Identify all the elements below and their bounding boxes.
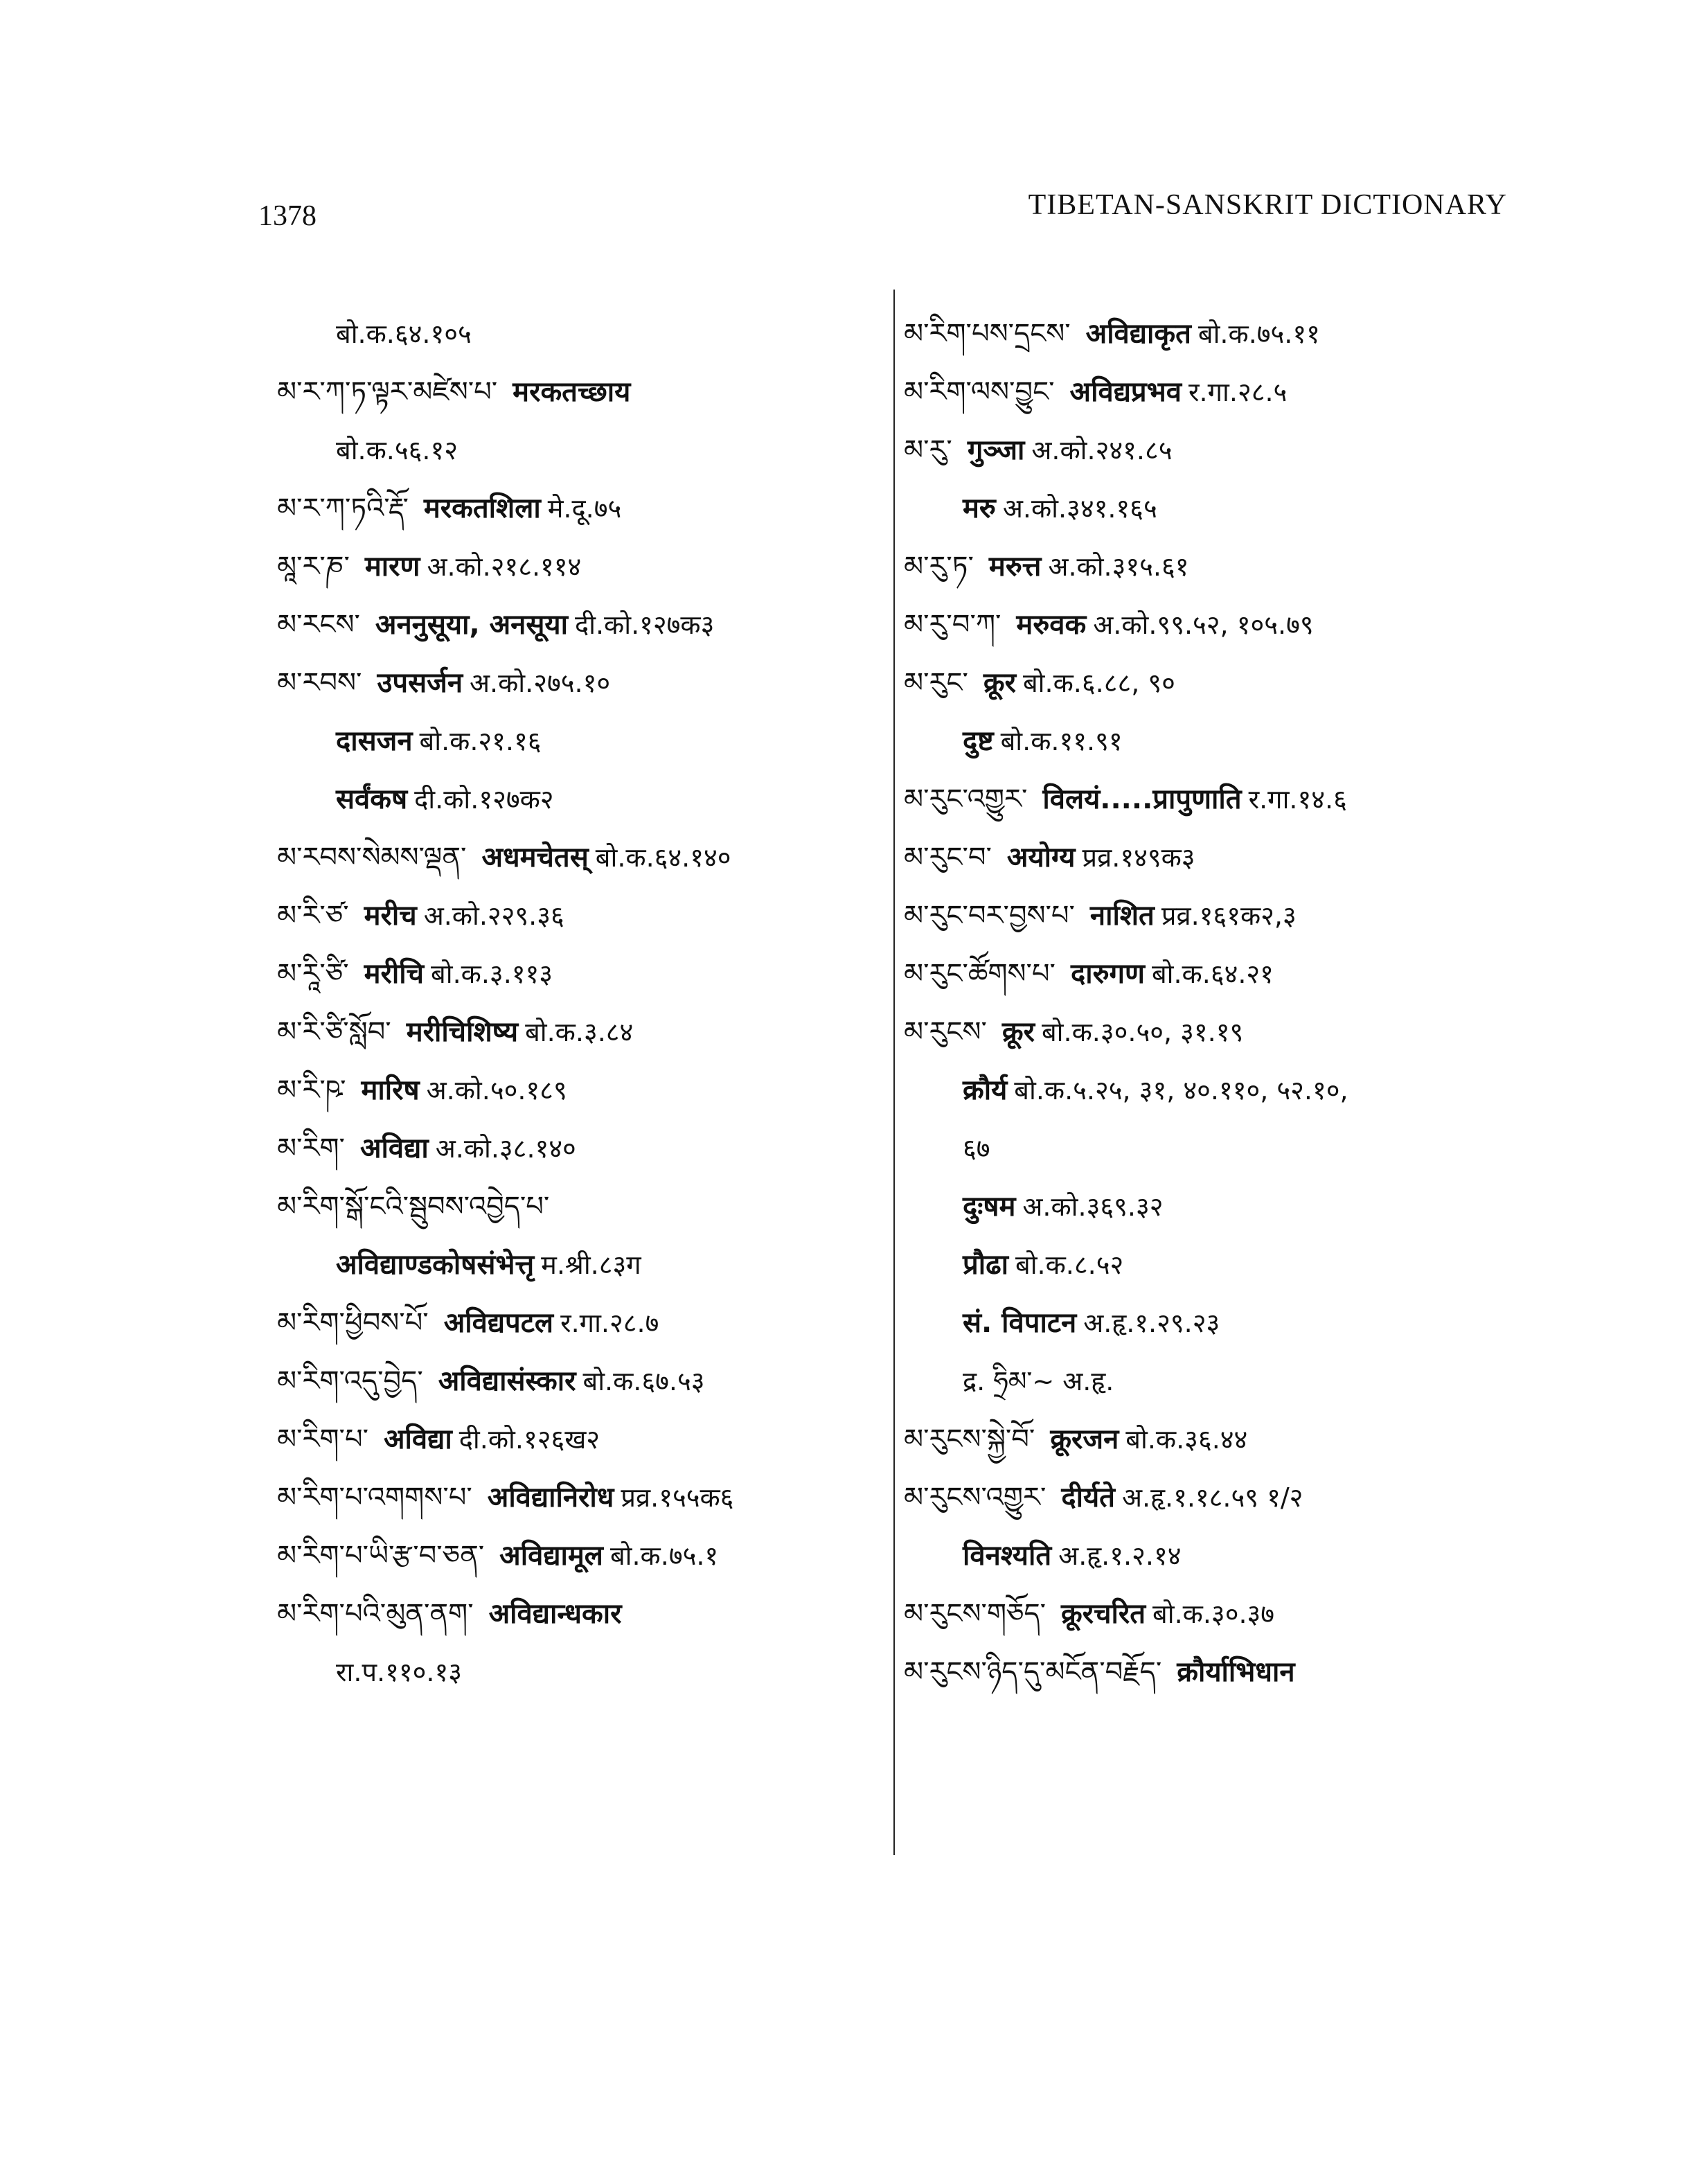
sanskrit-equivalent: क्रूर [1001,1016,1035,1048]
tibetan-headword: མ་ར་ཀ་ཏའི་རྡོ་ [277,492,409,524]
source-reference: द्र. ཧྲིམ་~ अ.हृ. [963,1366,1114,1396]
dictionary-entry [904,1585,1527,1643]
tibetan-headword: མ་རི་ཥ་ [277,1074,346,1106]
source-reference: अ.को.२७५.१० [470,668,611,698]
tibetan-headword: མ་རུངས་གཅོད་ [904,1598,1047,1630]
sanskrit-equivalent: दारुगण [1070,958,1145,990]
tibetan-headword: མ་རུ་ [904,434,952,466]
dictionary-entry [904,654,1527,712]
dictionary-entry [277,538,880,596]
tibetan-headword: མ་རིག་འདུ་བྱེད་ [277,1365,423,1397]
source-reference: बो.क.११.९१ [1000,726,1123,756]
entry-continuation [277,421,880,479]
tibetan-headword: མ་རུང་བར་བྱས་པ་ [904,900,1075,932]
tibetan-headword: མ་རབས་སེམས་ལྡན་ [277,842,467,873]
dictionary-entry [904,1003,1527,1061]
dictionary-entry [904,596,1527,654]
source-reference: र.गा.२८.७ [560,1308,659,1338]
source-reference: अ.को.५०.१८९ [426,1075,567,1106]
tibetan-headword: མ་རུ་ཏ་ [904,551,974,583]
sanskrit-equivalent: प्रौढा [963,1249,1008,1281]
tibetan-headword: མ་རུང་བ་ [904,842,992,873]
source-reference: र.गा.१४.६ [1248,784,1347,815]
tibetan-headword: མ་རིག་ལས་བྱུང་ [904,376,1055,408]
sanskrit-equivalent: अविद्यान्धकार [488,1598,622,1630]
sanskrit-equivalent: दुष्ट [963,725,994,757]
dictionary-entry [277,887,880,945]
dictionary-entry [277,828,880,887]
sanskrit-equivalent: मरकतच्छाय [513,376,631,408]
dictionary-entry [277,1061,880,1119]
tibetan-headword: མ་རི་ཙ་ [277,900,349,932]
dictionary-entry [904,887,1527,945]
tibetan-headword: མཱ་ར་ཎ་ [277,551,350,583]
sanskrit-equivalent: अयोग्य [1006,842,1076,873]
dictionary-entry [904,1643,1527,1701]
entry-continuation [904,1061,1527,1119]
dictionary-entry [277,1468,880,1527]
entry-continuation [904,1352,1527,1410]
sanskrit-equivalent: मरु [963,492,996,524]
entry-continuation [904,1294,1527,1352]
source-reference: अ.हृ.१.१८.५९ १/२ [1121,1482,1303,1513]
entry-continuation [904,712,1527,770]
source-reference: बो.क.७५.११ [1197,319,1320,349]
source-reference: प्रव्र.१६१क२,३ [1161,900,1297,931]
dictionary-entry [904,828,1527,887]
tibetan-headword: མ་རུངས་སྐྱེ་བོ་ [904,1423,1035,1455]
source-reference: अ.हृ.१.२९.२३ [1083,1308,1220,1338]
dictionary-entry [277,1003,880,1061]
sanskrit-equivalent: अविद्यानिरोध [487,1482,614,1513]
source-reference: मे.दू.७५ [547,493,622,524]
dictionary-entry [904,305,1527,363]
source-reference: प्रव्र.१५५क६ [621,1482,734,1513]
source-reference: अ.को.२४१.८५ [1031,435,1173,465]
sanskrit-equivalent: दासजन [336,725,413,757]
tibetan-headword: མ་རིག་པ་ [277,1423,368,1455]
tibetan-headword: མ་རཱི་ཙི་ [277,958,349,990]
sanskrit-equivalent: मरीचिशिष्य [406,1016,519,1048]
source-reference: बो.क.७५.१ [609,1541,719,1571]
dictionary-entry [904,770,1527,828]
sanskrit-equivalent: क्रूरचरित [1061,1598,1146,1630]
sanskrit-equivalent: अविद्याण्डकोषसंभेत्तृ [336,1249,535,1281]
dictionary-entry [277,1119,880,1178]
sanskrit-equivalent: अधमचेतस् [481,842,589,873]
entry-continuation [904,479,1527,538]
sanskrit-equivalent: क्रौर्याभिधान [1177,1656,1295,1688]
source-reference: बो.क.३०.३७ [1152,1599,1275,1629]
source-reference: म.श्री.८३ग [541,1250,641,1280]
right-column [904,305,1527,1701]
source-reference: ६७ [963,1133,990,1164]
sanskrit-equivalent: सर्वंकष [336,783,408,815]
source-reference: बो.क.३.८४ [525,1017,634,1047]
tibetan-headword: མ་རིག་པ་འགགས་པ་ [277,1482,472,1513]
sanskrit-equivalent: मरुवक [1016,609,1087,641]
sanskrit-equivalent: गुञ्जा [967,434,1025,466]
entry-continuation [904,1236,1527,1294]
source-reference: बो.क.२१.१६ [419,726,542,756]
source-reference: बो.क.३०.५०, ३१.१९ [1041,1017,1244,1047]
sanskrit-equivalent: क्रूर [983,667,1016,699]
column-divider [893,290,895,1855]
tibetan-headword: མ་རི་ཙི་སློབ་ [277,1016,391,1048]
dictionary-entry [277,1410,880,1468]
source-reference: बो.क.६.८८, ९० [1022,668,1175,698]
sanskrit-equivalent: अननुसूया, अनसूया [375,609,568,641]
source-reference: रा.प.११०.१३ [336,1657,463,1687]
sanskrit-equivalent: दीर्यते [1061,1482,1115,1513]
tibetan-headword: མ་རངས་ [277,609,360,641]
dictionary-entry [277,479,880,538]
sanskrit-equivalent: उपसर्जन [377,667,463,699]
sanskrit-equivalent: अविद्या [359,1133,429,1164]
running-title: TIBETAN-SANSKRIT DICTIONARY [1028,189,1507,221]
source-reference: बो.क.८.५२ [1015,1250,1124,1280]
entry-continuation [904,1178,1527,1236]
sanskrit-equivalent: मरीचि [364,958,425,990]
source-reference: दी.को.१२७क३ [574,610,715,640]
tibetan-headword: མ་རིག་ [277,1133,345,1164]
tibetan-headword: མ་རིག་པ་ཡི་རྩ་བ་ཅན་ [277,1540,485,1572]
sanskrit-equivalent: विनश्यति [963,1540,1052,1572]
source-reference: दी.को.१२७क२ [414,784,554,815]
sanskrit-equivalent: अविद्याकृत [1085,318,1191,350]
sanskrit-equivalent: अविद्या [384,1423,452,1455]
tibetan-headword: མ་རབས་ [277,667,362,699]
left-column [277,305,880,1701]
entry-continuation [277,1643,880,1701]
sanskrit-equivalent: विलयं.....प्रापुणाति [1042,783,1242,815]
source-reference: बो.क.६४.२१ [1151,959,1274,989]
source-reference: बो.क.५६.१२ [336,435,458,465]
tibetan-headword: མ་རུངས་ [904,1016,987,1048]
dictionary-entry [277,1585,880,1643]
dictionary-entry [904,538,1527,596]
sanskrit-equivalent: नाशित [1089,900,1155,932]
source-reference: बो.क.६४.१४० [595,842,731,873]
tibetan-headword: མ་རིག་ཕྱིབས་པོ་ [277,1307,429,1339]
sanskrit-equivalent: अविद्यप्रभव [1069,376,1182,408]
source-reference: प्रव्र.१४९क३ [1082,842,1195,873]
source-reference: बो.क.६७.५३ [582,1366,705,1396]
sanskrit-equivalent: मरीच [364,900,417,932]
source-reference: अ.को.२२९.३६ [423,900,564,931]
entry-continuation [904,1119,1527,1178]
dictionary-entry [277,945,880,1003]
tibetan-headword: མ་རུང་འགྱུར་ [904,783,1028,815]
sanskrit-equivalent: अविद्यामूल [499,1540,603,1572]
source-reference: बो.क.५.२५, ३१, ४०.११०, ५२.१०, [1014,1075,1348,1106]
dictionary-entry [277,654,880,712]
source-reference: बो.क.६४.१०५ [336,319,472,349]
dictionary-entry [904,421,1527,479]
dictionary-entry [277,1352,880,1410]
tibetan-headword: མ་རུང་ [904,667,968,699]
sanskrit-equivalent: क्रौर्य [963,1074,1008,1106]
page-number: 1378 [258,200,317,232]
entry-continuation [277,770,880,828]
source-reference: दी.को.१२६ख२ [458,1424,600,1455]
sanskrit-equivalent: अविद्यासंस्कार [438,1365,576,1397]
source-reference: र.गा.२८.५ [1188,377,1288,407]
sanskrit-equivalent: मारिष [361,1074,420,1106]
tibetan-headword: མ་རུ་བ་ཀ་ [904,609,1001,641]
dictionary-entry [904,945,1527,1003]
sanskrit-equivalent: मरकतशिला [423,492,541,524]
source-reference: बो.क.३.११३ [431,959,553,989]
entry-continuation [277,1236,880,1294]
tibetan-headword: མ་རིག་པས་དྲངས་ [904,318,1071,350]
source-reference: अ.को.२१८.११४ [427,551,582,582]
entry-continuation [904,1527,1527,1585]
sanskrit-equivalent: सं. विपाटन [963,1307,1077,1339]
dictionary-entry [277,363,880,421]
source-reference: बो.क.३६.४४ [1125,1424,1248,1455]
dictionary-entry [904,1410,1527,1468]
tibetan-headword: མ་རུངས་ཉིད་དུ་མངོན་བརྗོད་ [904,1656,1162,1688]
dictionary-entry [277,596,880,654]
tibetan-headword: མ་རིག་སྒོ་ངའི་སྦུབས་འབྱེད་པ་ [277,1191,550,1223]
sanskrit-equivalent: दुःषम [963,1191,1016,1223]
source-reference: अ.को.३८.१४० [435,1133,576,1164]
tibetan-headword: མ་རུང་ཚོགས་པ་ [904,958,1056,990]
sanskrit-equivalent: अविद्यपटल [443,1307,554,1339]
entry-continuation [277,305,880,363]
source-reference: अ.को.९९.५२, १०५.७९ [1093,610,1314,640]
source-reference: अ.को.३१५.६१ [1048,551,1189,582]
dictionary-entry [277,1527,880,1585]
source-reference: अ.को.३४१.१६५ [1002,493,1157,524]
tibetan-headword: མ་ར་ཀ་ཏ་ལྟར་མཛེས་པ་ [277,376,498,408]
sanskrit-equivalent: मरुत्त [988,551,1042,583]
dictionary-entry [904,1468,1527,1527]
source-reference: अ.को.३६९.३२ [1022,1191,1164,1222]
dictionary-entry [277,1294,880,1352]
tibetan-headword: མ་རུངས་འགྱུར་ [904,1482,1047,1513]
entry-continuation [277,712,880,770]
sanskrit-equivalent: क्रूरजन [1050,1423,1119,1455]
source-reference: अ.हृ.१.२.१४ [1058,1541,1182,1571]
dictionary-entry [277,1178,880,1236]
tibetan-headword: མ་རིག་པའི་མུན་ནག་ [277,1598,474,1630]
dictionary-entry [904,363,1527,421]
sanskrit-equivalent: मारण [364,551,420,583]
